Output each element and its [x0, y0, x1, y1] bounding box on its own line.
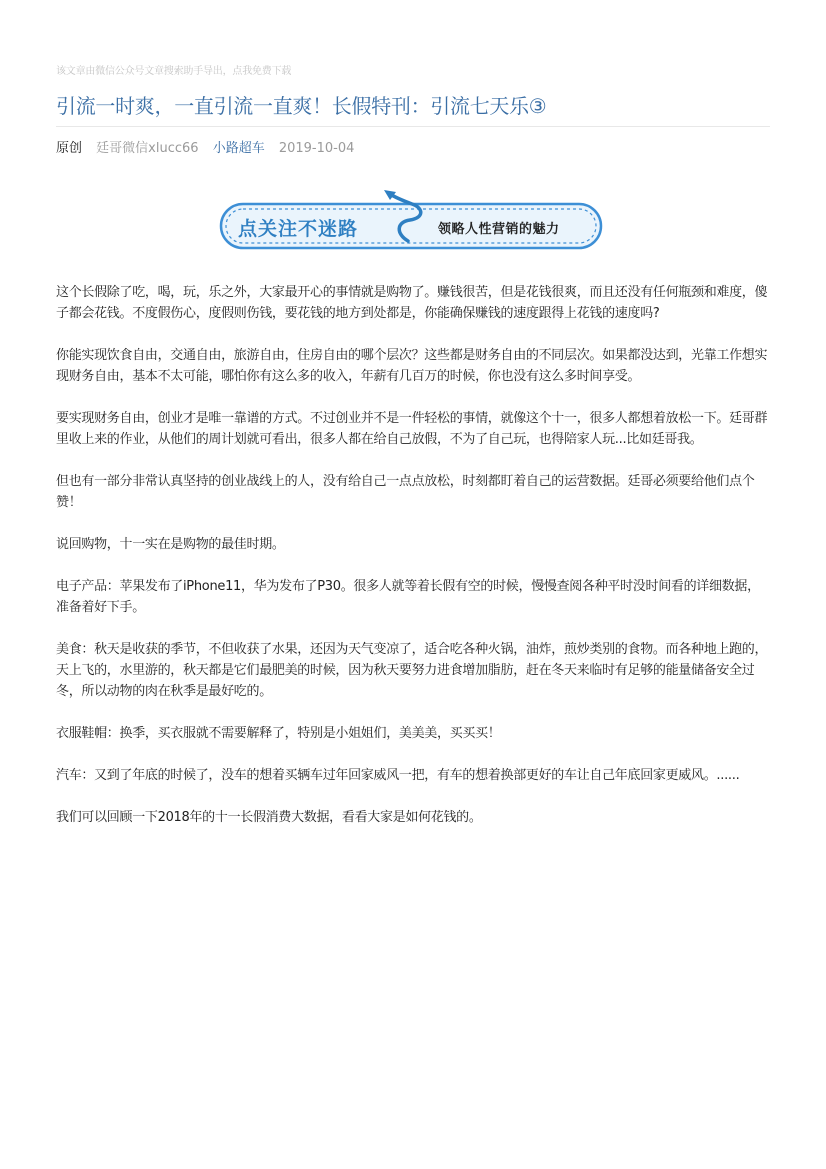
paragraph: 要实现财务自由，创业才是唯一靠谱的方式。不过创业并不是一件轻松的事情，就像这个十一，很多人都想着放松一下。廷哥群里收上来的作业，从他们的周计划就可看出，很多人都在给自己放假，不为了自己玩，也得陪家人玩...比如廷哥我。	[56, 411, 768, 447]
paragraph: 但也有一部分非常认真坚持的创业战线上的人，没有给自己一点点放松，时刻都盯着自己的运营数据。廷哥必须要给他们点个赞！	[56, 474, 755, 510]
paragraph: 说回购物，十一实在是购物的最佳时期。	[56, 537, 285, 552]
paragraph: 电子产品：苹果发布了iPhone11，华为发布了P30。很多人就等着长假有空的时候，慢慢查阅各种平时没时间看的详细数据，准备着好下手。	[56, 579, 760, 615]
export-note-link[interactable]: 该文章由微信公众号文章搜索助手导出，点我免费下载	[56, 66, 292, 77]
article-title: 引流一时爽，一直引流一直爽！长假特刊：引流七天乐③	[56, 94, 547, 118]
author-name: 廷哥微信xlucc66	[96, 141, 199, 156]
paragraph: 汽车：又到了年底的时候了，没车的想着买辆车过年回家威风一把，有车的想着换部更好的车让自己年底回家更威风。......	[56, 768, 740, 783]
original-label: 原创	[56, 141, 83, 156]
paragraph: 这个长假除了吃，喝，玩，乐之外，大家最开心的事情就是购物了。赚钱很苦，但是花钱很爽，而且还没有任何瓶颈和难度，傻子都会花钱。不度假伤心，度假则伤钱，要花钱的地方到处都是，你能确保赚钱的速度跟得上花钱的速度吗?	[56, 285, 768, 321]
paragraph: 你能实现饮食自由，交通自由，旅游自由，住房自由的哪个层次？这些都是财务自由的不同层次。如果都没达到，光靠工作想实现财务自由，基本不太可能，哪怕你有这么多的收入，年薪有几百万的时候，你也没有这么多时间享受。	[56, 348, 768, 384]
article-meta	[56, 140, 364, 158]
paragraph: 衣服鞋帽：换季，买衣服就不需要解释了，特别是小姐姐们，美美美，买买买！	[56, 726, 501, 741]
paragraph: 我们可以回顾一下2018年的十一长假消费大数据，看看大家是如何花钱的。	[56, 810, 482, 825]
paragraph: 美食：秋天是收获的季节，不但收获了水果，还因为天气变凉了，适合吃各种火锅，油炸，煎炒类别的食物。而各种地上跑的，天上飞的，水里游的，秋天都是它们最肥美的时候，因为秋天要努力进食增加脂肪，赶在冬天来临时有足够的能量储备安全过冬，所以动物的肉在秋季是最好吃的。	[56, 642, 768, 699]
banner-slogan-text: 领略人性营销的魅力	[438, 222, 560, 237]
account-link[interactable]: 小路超车	[212, 141, 265, 156]
title-divider	[56, 126, 770, 127]
article-body	[56, 282, 770, 849]
banner-follow-text: 点关注不迷路	[238, 218, 359, 240]
follow-banner	[218, 186, 606, 252]
publish-date: 2019-10-04	[278, 141, 355, 156]
